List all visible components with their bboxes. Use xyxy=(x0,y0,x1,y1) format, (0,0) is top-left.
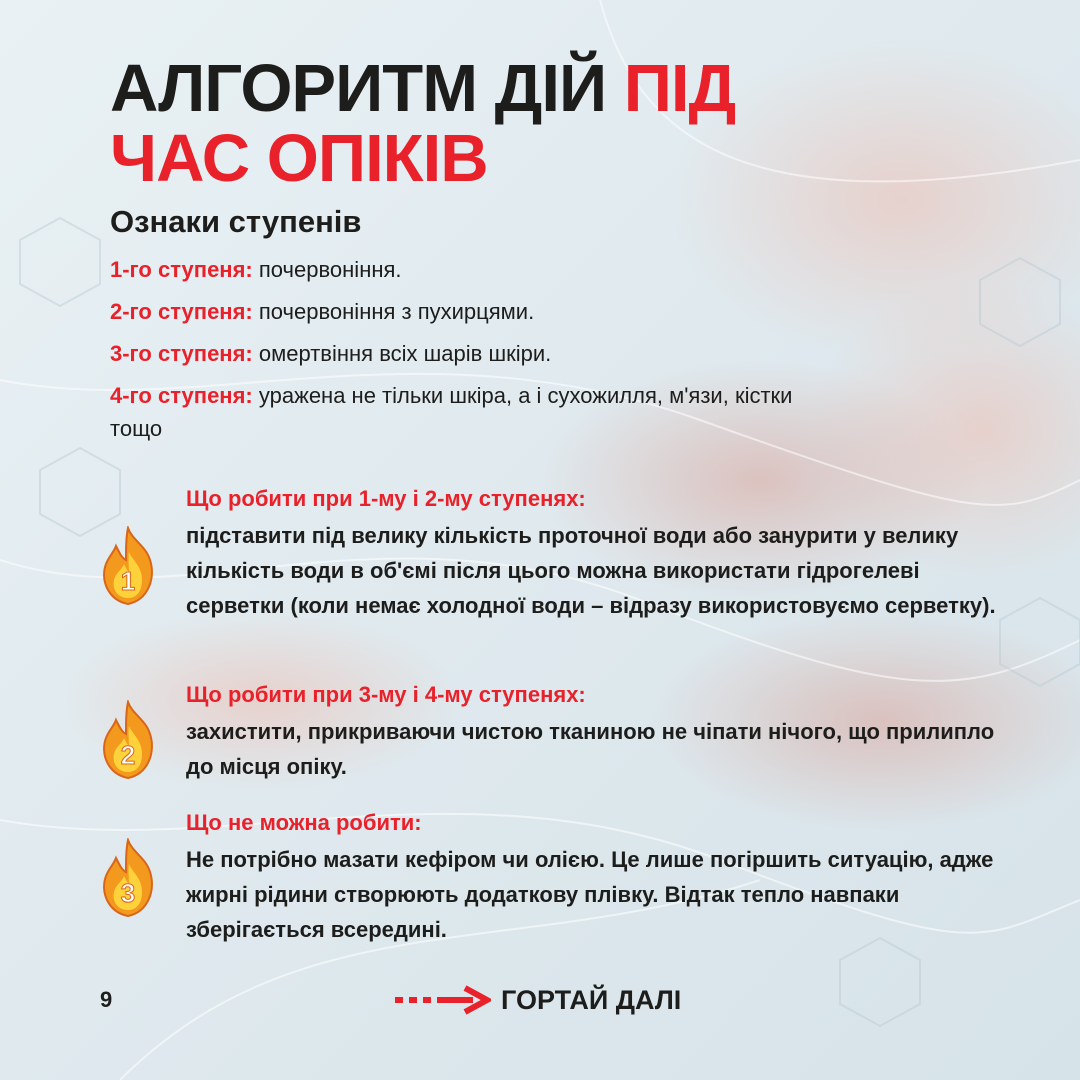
page-number: 9 xyxy=(100,987,113,1012)
step-heading: Що робити при 1-му і 2-му ступенях: xyxy=(186,486,586,511)
degree-4 xyxy=(110,379,850,445)
step-text: Не потрібно мазати кефіром чи олією. Це лише погіршить ситуацію, адже жирні рідини створюють додаткову плівку. Відтак тепло навпаки зберігається всередині. xyxy=(186,847,994,942)
fire-icon xyxy=(96,700,160,780)
step-heading: Що робити при 3-му і 4-му ступенях: xyxy=(186,682,586,707)
dashed-arrow-right-icon xyxy=(395,985,491,1015)
signs-heading: Ознаки ступенів xyxy=(110,204,362,239)
title-red-part-1: ПІД xyxy=(623,51,736,126)
step-number: 3 xyxy=(120,878,136,908)
step-text: захистити, прикриваючи чистою тканиною не чіпати нічого, що прилипло до місця опіку. xyxy=(186,719,995,779)
degree-text: уражена не тільки шкіра, а і сухожилля, м'язи, кістки тощо xyxy=(110,383,793,441)
step-number: 1 xyxy=(120,566,136,596)
fire-icon xyxy=(96,838,160,918)
degree-text: почервоніння. xyxy=(252,257,402,282)
step-number: 2 xyxy=(120,740,136,770)
next-page-button[interactable] xyxy=(395,980,681,1020)
step-heading: Що не можна робити: xyxy=(186,810,422,835)
degree-label: 1-го ступеня: xyxy=(110,257,253,282)
degree-text: почервоніння з пухирцями. xyxy=(252,299,535,324)
title-red-part-2: ЧАС ОПІКІВ xyxy=(110,121,488,196)
next-page-label: ГОРТАЙ ДАЛІ xyxy=(501,984,682,1015)
degree-text: омертвіння всіх шарів шкіри. xyxy=(252,341,552,366)
step-text: підставити під велику кількість проточної води або занурити у велику кількість води в об'ємі після цього можна використати гідрогелеві серветки (коли немає холодної води – відразу використовуємо серветку). xyxy=(186,523,996,618)
degree-label: 3-го ступеня: xyxy=(110,341,253,366)
title-dark-part: АЛГОРИТМ ДІЙ xyxy=(110,51,624,126)
fire-icon xyxy=(96,526,160,606)
page-title xyxy=(110,51,870,196)
degree-label: 2-го ступеня: xyxy=(110,299,253,324)
degree-2 xyxy=(110,295,850,328)
degree-3 xyxy=(110,337,850,370)
degree-1 xyxy=(110,253,850,286)
degree-label: 4-го ступеня: xyxy=(110,383,253,408)
